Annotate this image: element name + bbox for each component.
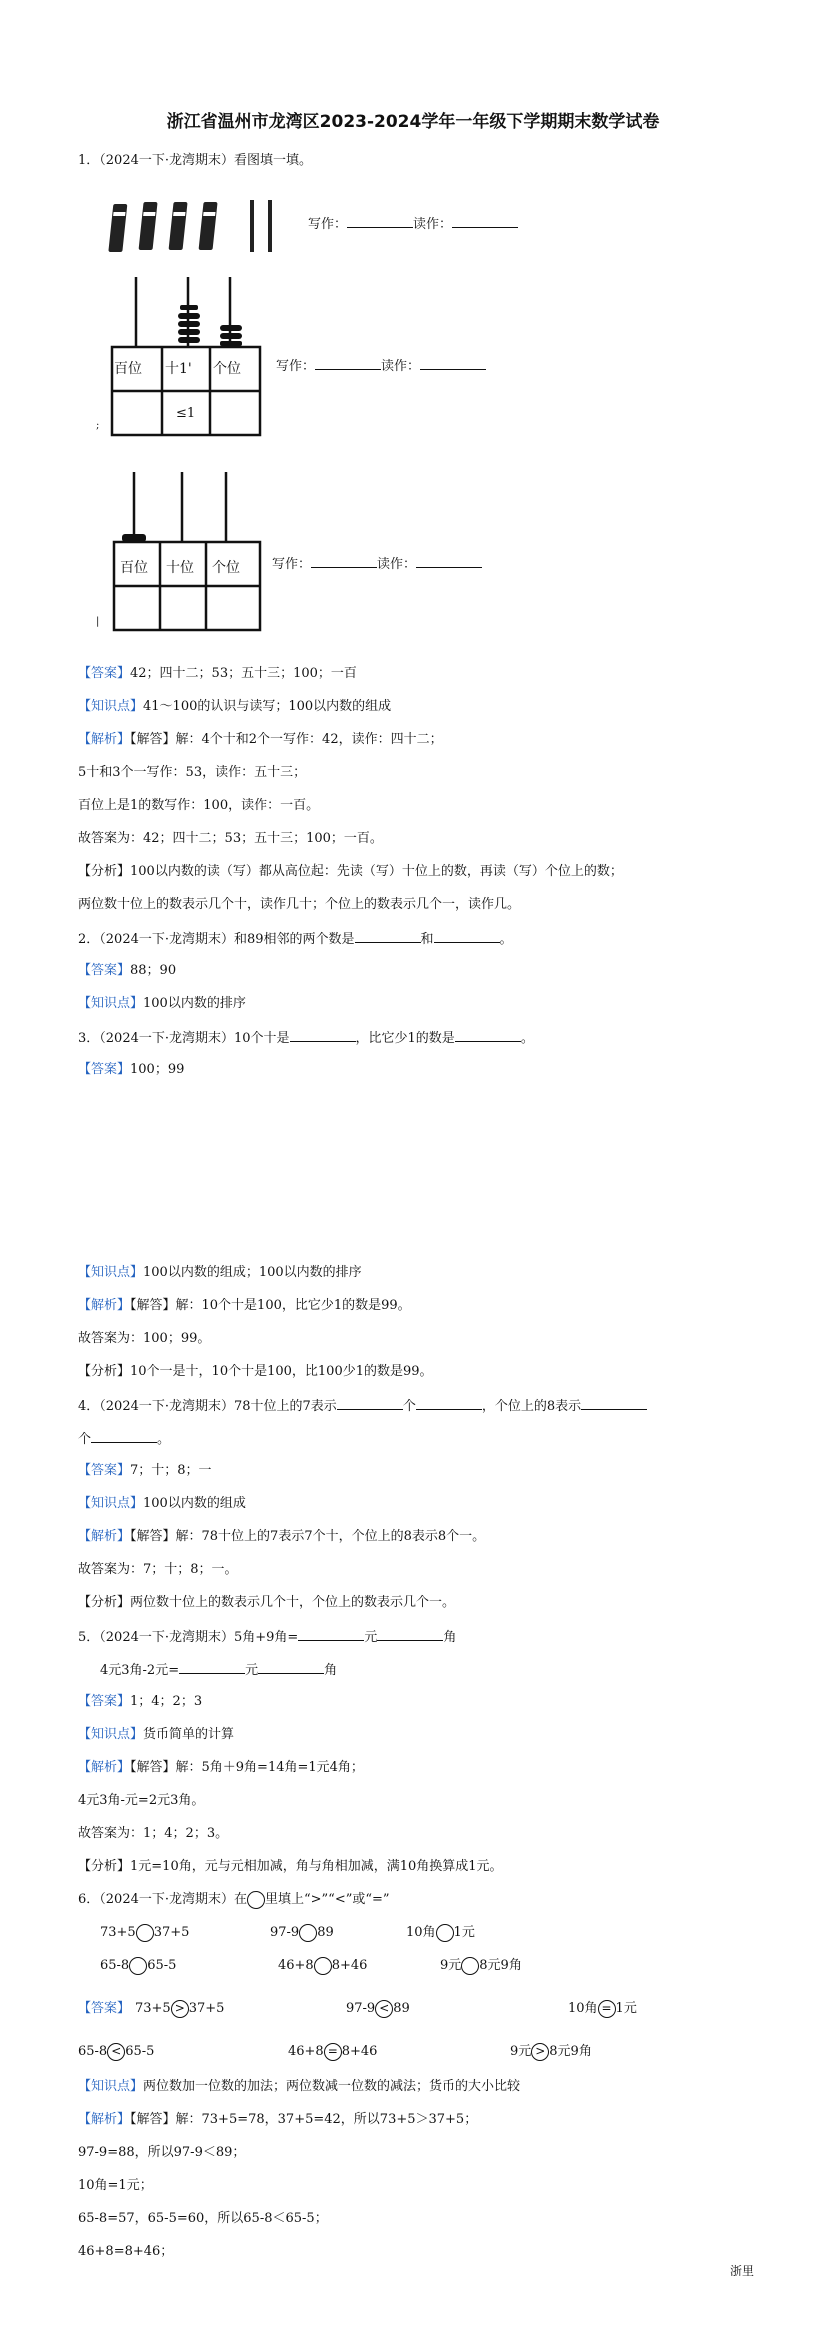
sign-circle: < xyxy=(375,2000,393,2018)
read-label: 读作： xyxy=(381,359,421,374)
q3-blank-2[interactable] xyxy=(455,1027,521,1042)
q1-fill-row-1 xyxy=(308,213,518,235)
q6-item xyxy=(406,1923,475,1943)
q2-answer xyxy=(78,961,176,981)
analysis-text: 【解答】解：73+5=78，37+5=42，所以73+5＞37+5； xyxy=(130,2112,478,2127)
q3-analysis xyxy=(78,1296,411,1316)
expr-left: 97-9 xyxy=(270,1925,300,1940)
fenxi-text: 1元=10角，元与元相加减，角与角相加减，满10角换算成1元。 xyxy=(130,1859,503,1874)
answer-text: 1；4；2；3 xyxy=(130,1694,203,1709)
q6-answer-item xyxy=(135,1999,224,2019)
q4-stem-ge-2: 个 xyxy=(78,1432,92,1447)
q4-stem-text: 4．（2024一下·龙湾期末）78十位上的7表示 xyxy=(78,1399,337,1414)
q3-line: 故答案为：100；99。 xyxy=(78,1331,211,1346)
q6-item xyxy=(270,1923,334,1943)
sign-circle: > xyxy=(171,2000,189,2018)
q2-stem-end: 。 xyxy=(499,932,513,947)
expr-right: 8+46 xyxy=(341,2044,378,2059)
answer-tag: 【答案】 xyxy=(78,963,131,978)
q5-analysis xyxy=(78,1758,364,1778)
expr-right: 89 xyxy=(317,1925,334,1940)
q5-knowledge xyxy=(78,1725,234,1745)
q5-blank-4[interactable] xyxy=(258,1659,324,1674)
expr-right: 89 xyxy=(393,2001,410,2016)
q4-stem-mid: ，个位上的8表示 xyxy=(481,1399,582,1414)
analysis-text: 【解答】解：78十位上的7表示7个十，个位上的8表示8个一。 xyxy=(130,1529,486,1544)
expr-right: 8元9角 xyxy=(549,2044,592,2059)
fenxi-tag: 【分析】 xyxy=(78,1859,131,1874)
analysis-text: 【解答】解：10个十是100，比它少1的数是99。 xyxy=(130,1298,411,1313)
q6-item xyxy=(278,1956,367,1976)
q2-stem-text: 2．（2024一下·龙湾期末）和89相邻的两个数是 xyxy=(78,932,355,947)
q6-line: 10角=1元； xyxy=(78,2178,153,2193)
q4-stem-cont xyxy=(78,1428,170,1450)
expr-left: 65-8 xyxy=(78,2044,108,2059)
answer-tag: 【答案】 xyxy=(78,1062,131,1077)
q5-blank-2[interactable] xyxy=(377,1626,443,1641)
q2-stem-and: 和 xyxy=(420,932,434,947)
fenxi-text: 两位数十位上的数表示几个十，个位上的数表示几个一。 xyxy=(130,1595,456,1610)
write-label: 写作： xyxy=(272,557,312,572)
q6-answer-item xyxy=(288,2042,377,2062)
q3-stem xyxy=(78,1027,534,1049)
expr-right: 65-5 xyxy=(147,1958,177,1973)
q5-line: 4元3角-元=2元3角。 xyxy=(78,1793,205,1808)
margin-mark: ; xyxy=(96,420,100,431)
write-blank[interactable] xyxy=(315,355,381,370)
expr-left: 10角 xyxy=(568,2001,598,2016)
q5-blank-3[interactable] xyxy=(179,1659,245,1674)
sign-circle: = xyxy=(598,2000,616,2018)
expr-right: 1元 xyxy=(615,2001,637,2016)
fenxi-text: 100以内数的读（写）都从高位起：先读（写）十位上的数，再读（写）个位上的数； xyxy=(130,864,623,879)
expr-left: 9元 xyxy=(440,1958,462,1973)
abacus-label-hundreds: 百位 xyxy=(114,361,142,377)
sign-circle: > xyxy=(531,2043,549,2061)
q4-answer xyxy=(78,1461,212,1481)
q3-stem-end: 。 xyxy=(520,1031,534,1046)
write-blank[interactable] xyxy=(347,213,413,228)
q4-analysis xyxy=(78,1527,485,1547)
q1-fenxi xyxy=(78,862,623,882)
q2-stem xyxy=(78,928,513,950)
analysis-text: 【解答】解：4个十和2个一写作：42，读作：四十二； xyxy=(130,732,443,747)
q6-stem-rest: 里填上“>”“<”或“=” xyxy=(265,1892,390,1907)
answer-text: 7；十；8；一 xyxy=(130,1463,212,1478)
unit-jiao: 角 xyxy=(443,1630,457,1645)
q4-fenxi xyxy=(78,1593,455,1613)
q3-stem-text: 3．（2024一下·龙湾期末）10个十是 xyxy=(78,1031,290,1046)
expr-left: 97-9 xyxy=(346,2001,376,2016)
q6-line: 97-9=88，所以97-9＜89； xyxy=(78,2145,246,2160)
answer-tag: 【答案】 xyxy=(78,1463,131,1478)
knowledge-text: 货币简单的计算 xyxy=(143,1727,235,1742)
abacus-label-tens: 十位 xyxy=(166,560,194,576)
q5-stem xyxy=(78,1626,456,1648)
q5-blank-1[interactable] xyxy=(298,1626,364,1641)
q1-knowledge xyxy=(78,697,391,717)
expr-left: 46+8 xyxy=(288,2044,324,2059)
write-label: 写作： xyxy=(308,217,348,232)
read-blank[interactable] xyxy=(416,553,482,568)
knowledge-text: 100以内数的组成 xyxy=(143,1496,246,1511)
read-label: 读作： xyxy=(413,217,453,232)
q3-knowledge xyxy=(78,1263,362,1283)
q6-item xyxy=(440,1956,522,1976)
unit-yuan: 元 xyxy=(245,1663,259,1678)
q6-answer-item xyxy=(346,1999,410,2019)
q6-item xyxy=(100,1923,189,1943)
read-blank[interactable] xyxy=(420,355,486,370)
answer-tag: 【答案】 xyxy=(78,2001,131,2016)
q4-blank-2[interactable] xyxy=(416,1395,482,1410)
analysis-tag: 【解析】 xyxy=(78,1298,131,1313)
knowledge-text: 两位数加一位数的加法；两位数减一位数的减法；货币的大小比较 xyxy=(143,2079,521,2094)
knowledge-text: 100以内数的组成；100以内数的排序 xyxy=(143,1265,362,1280)
q4-stem-end: 。 xyxy=(157,1432,171,1447)
analysis-tag: 【解析】 xyxy=(78,732,131,747)
abacus-label-tens: 十1' xyxy=(165,361,192,377)
expr-right: 65-5 xyxy=(125,2044,155,2059)
q6-answer-tag xyxy=(78,1999,130,2019)
compare-circle[interactable] xyxy=(299,1924,317,1942)
answer-text: 100；99 xyxy=(130,1062,185,1077)
q1-fenxi-2: 两位数十位上的数表示几个十，读作几十；个位上的数表示几个一，读作几。 xyxy=(78,897,521,912)
q6-analysis xyxy=(78,2110,477,2130)
abacus-label-hundreds: 百位 xyxy=(120,560,148,576)
q6-stem-text: 6．（2024一下·龙湾期末）在 xyxy=(78,1892,247,1907)
answer-tag: 【答案】 xyxy=(78,1694,131,1709)
q4-blank-1[interactable] xyxy=(337,1395,403,1410)
read-label: 读作： xyxy=(377,557,417,572)
q1-stem: 1．（2024一下·龙湾期末）看图填一填。 xyxy=(78,153,312,168)
compare-circle[interactable] xyxy=(461,1957,479,1975)
compare-circle[interactable] xyxy=(314,1957,332,1975)
unit-yuan: 元 xyxy=(364,1630,378,1645)
q6-answer-item xyxy=(510,2042,592,2062)
q5-stem-text: 5．（2024一下·龙湾期末）5角+9角= xyxy=(78,1630,299,1645)
sign-circle: = xyxy=(324,2043,342,2061)
fenxi-text: 10个一是十，10个十是100，比100少1的数是99。 xyxy=(130,1364,433,1379)
answer-tag: 【答案】 xyxy=(78,666,131,681)
abacus-label-ones: 个位 xyxy=(212,560,240,576)
expr-left: 65-8 xyxy=(100,1958,130,1973)
q3-blank-1[interactable] xyxy=(290,1027,356,1042)
q4-line: 故答案为：7；十；8；一。 xyxy=(78,1562,238,1577)
knowledge-text: 100以内数的排序 xyxy=(143,996,246,1011)
expr-left: 10角 xyxy=(406,1925,436,1940)
q6-answer-item xyxy=(568,1999,637,2019)
analysis-text: 【解答】解：5角＋9角=14角=1元4角； xyxy=(130,1760,364,1775)
q5-line: 故答案为：1；4；2；3。 xyxy=(78,1826,229,1841)
q2-knowledge xyxy=(78,994,246,1014)
q1-line: 5十和3个一写作：53，读作：五十三； xyxy=(78,765,307,780)
q4-stem-ge: 个 xyxy=(402,1399,416,1414)
expr-right: 8+46 xyxy=(331,1958,368,1973)
q1-analysis xyxy=(78,730,443,750)
q4-blank-3[interactable] xyxy=(581,1395,647,1410)
expr-left: 9元 xyxy=(510,2044,532,2059)
q1-line: 百位上是1的数写作：100，读作：一百。 xyxy=(78,798,320,813)
q6-stem xyxy=(78,1890,390,1910)
write-blank[interactable] xyxy=(311,553,377,568)
expr-left: 46+8 xyxy=(278,1958,314,1973)
q3-stem-mid: ，比它少1的数是 xyxy=(355,1031,455,1046)
unit-jiao: 角 xyxy=(324,1663,338,1678)
q5-sub xyxy=(100,1659,337,1681)
knowledge-tag: 【知识点】 xyxy=(78,1265,144,1280)
abacus-hand-mark: ≤1 xyxy=(176,406,196,421)
q2-blank-2[interactable] xyxy=(434,928,500,943)
q6-answer-item xyxy=(78,2042,154,2062)
knowledge-tag: 【知识点】 xyxy=(78,699,144,714)
q2-blank-1[interactable] xyxy=(355,928,421,943)
compare-circle[interactable] xyxy=(436,1924,454,1942)
expr-right: 37+5 xyxy=(153,1925,190,1940)
knowledge-text: 41～100的认识与读写；100以内数的组成 xyxy=(143,699,392,714)
analysis-tag: 【解析】 xyxy=(78,1529,131,1544)
q5-sub-text: 4元3角-2元= xyxy=(100,1663,180,1678)
sign-circle: < xyxy=(107,2043,125,2061)
circle-icon xyxy=(247,1891,265,1909)
q4-knowledge xyxy=(78,1494,246,1514)
q6-knowledge xyxy=(78,2077,520,2097)
q1-fill-row-2 xyxy=(276,355,486,377)
analysis-tag: 【解析】 xyxy=(78,1760,131,1775)
compare-circle[interactable] xyxy=(136,1924,154,1942)
answer-text: 42；四十二；53；五十三；100；一百 xyxy=(130,666,357,681)
read-blank[interactable] xyxy=(452,213,518,228)
analysis-tag: 【解析】 xyxy=(78,2112,131,2127)
fenxi-tag: 【分析】 xyxy=(78,1364,131,1379)
margin-mark: | xyxy=(96,616,100,627)
compare-circle[interactable] xyxy=(129,1957,147,1975)
q1-answer xyxy=(78,664,357,684)
q6-line: 46+8=8+46； xyxy=(78,2244,174,2259)
q6-line: 65-8=57，65-5=60，所以65-8＜65-5； xyxy=(78,2211,328,2226)
fenxi-tag: 【分析】 xyxy=(78,864,131,879)
q4-stem xyxy=(78,1395,647,1417)
expr-left: 73+5 xyxy=(135,2001,171,2016)
knowledge-tag: 【知识点】 xyxy=(78,2079,144,2094)
q5-fenxi xyxy=(78,1857,503,1877)
fenxi-tag: 【分析】 xyxy=(78,1595,131,1610)
page-footer: 浙里 xyxy=(729,2264,754,2278)
abacus-label-ones: 个位 xyxy=(213,361,241,377)
answer-text: 88；90 xyxy=(130,963,177,978)
q3-fenxi xyxy=(78,1362,433,1382)
knowledge-tag: 【知识点】 xyxy=(78,1496,144,1511)
q6-item xyxy=(100,1956,176,1976)
page-title: 浙江省温州市龙湾区2023-2024学年一年级下学期期末数学试卷 xyxy=(166,112,660,132)
write-label: 写作： xyxy=(276,359,316,374)
knowledge-tag: 【知识点】 xyxy=(78,996,144,1011)
q1-line: 故答案为：42；四十二；53；五十三；100；一百。 xyxy=(78,831,383,846)
expr-right: 37+5 xyxy=(188,2001,225,2016)
q3-answer xyxy=(78,1060,184,1080)
expr-right: 8元9角 xyxy=(479,1958,522,1973)
q4-blank-4[interactable] xyxy=(91,1428,157,1443)
q1-fill-row-3 xyxy=(272,553,482,575)
knowledge-tag: 【知识点】 xyxy=(78,1727,144,1742)
counting-sticks-figure xyxy=(108,198,298,260)
q5-answer xyxy=(78,1692,202,1712)
expr-right: 1元 xyxy=(453,1925,475,1940)
expr-left: 73+5 xyxy=(100,1925,136,1940)
